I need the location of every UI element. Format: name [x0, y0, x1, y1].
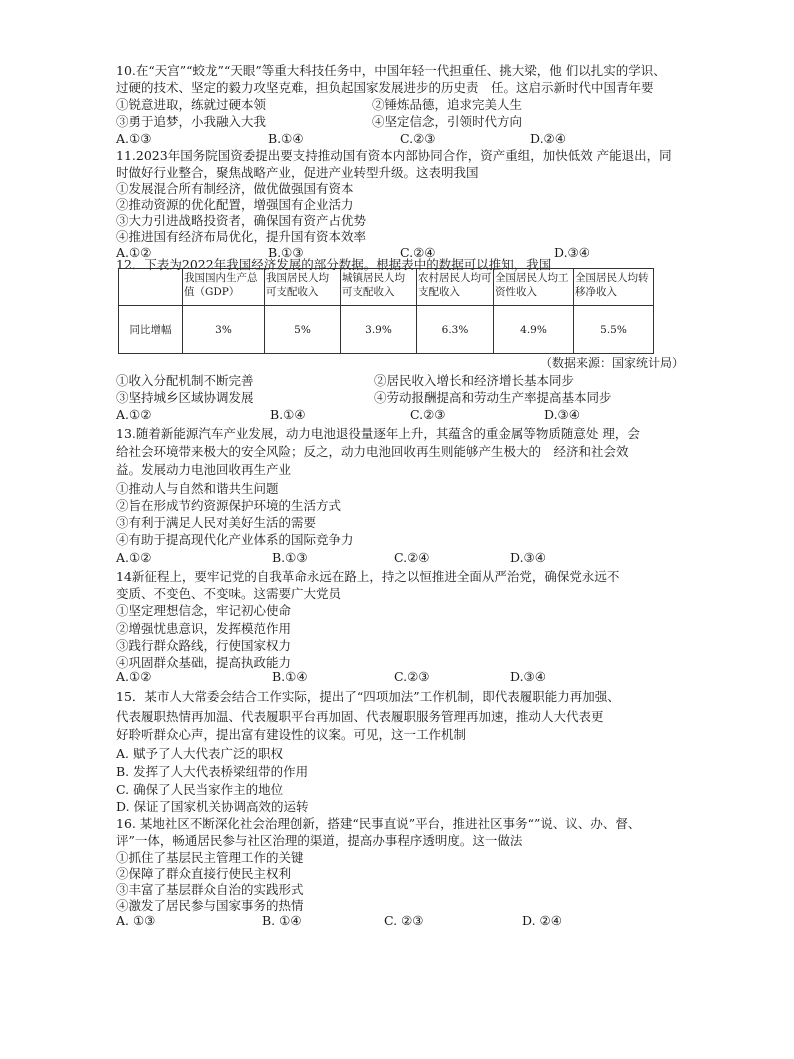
- q11-option-c: C.②④: [400, 245, 436, 260]
- q11-stem-line1: 11.2023年国务院国资委提出要支持推动国有资本内部协同合作，资产重组，加快低效 产能退出，同: [116, 148, 672, 163]
- q11-option-b: B.①③: [268, 245, 304, 260]
- q13-option-a: A.①②: [116, 550, 152, 565]
- q13-option-b: B.①③: [272, 550, 308, 565]
- table-header-row: [119, 269, 654, 306]
- q10-option-d: D.②④: [530, 131, 566, 146]
- table-cell: 3.9%: [341, 306, 417, 354]
- q11-option-d: D.③④: [554, 245, 590, 260]
- table-header-cell: 全国居民人均工资性收入: [494, 269, 574, 306]
- q10-statement-4: ④坚定信念，引领时代方向: [372, 114, 523, 129]
- q15-option-b: B. 发挥了人大代表桥梁纽带的作用: [116, 764, 309, 779]
- q14-option-a: A.①②: [116, 669, 152, 684]
- q14-statement-3: ③践行群众路线，行使国家权力: [116, 638, 292, 653]
- q10-option-a: A.①③: [116, 131, 152, 146]
- q15-stem-line1: 15．某市人大常委会结合工作实际，提出了“四项加法”工作机制，即代表履职能力再加强、: [116, 689, 620, 704]
- q16-stem-line2: 评”一体，畅通居民参与社区治理的渠道，提高办事程序透明度。这一做法: [116, 833, 523, 848]
- q13-option-c: C.②④: [394, 550, 430, 565]
- q10-stem-line1: 10.在“天宫”“蛟龙”“天眼”等重大科技任务中，中国年轻一代担重任、挑大梁，他 们以扎实的学识、: [116, 63, 666, 78]
- q10-statement-1: ①锐意进取，练就过硬本领: [116, 97, 267, 112]
- q12-data-table: [118, 268, 654, 354]
- q10-statement-3: ③勇于追梦，小我融入大我: [116, 114, 267, 129]
- q15-option-c: C. 确保了人民当家作主的地位: [116, 782, 284, 797]
- q12-statement-2: ②居民收入增长和经济增长基本同步: [374, 373, 575, 388]
- q14-statement-1: ①坚定理想信念，牢记初心使命: [116, 603, 292, 618]
- q16-option-a: A. ①③: [116, 913, 156, 928]
- q12-option-d: D.③④: [544, 407, 580, 422]
- table-row-label: 同比增幅: [119, 306, 183, 354]
- q12-statement-3: ③坚持城乡区域协调发展: [116, 390, 254, 405]
- q16-statement-1: ①抓住了基层民主管理工作的关键: [116, 850, 304, 865]
- q11-statement-2: ②推动资源的优化配置，增强国有企业活力: [116, 197, 354, 212]
- q14-stem-line1: 14新征程上，要牢记党的自我革命永远在路上，持之以恒推进全面从严治党，确保党永远不: [116, 569, 620, 584]
- q14-option-b: B.①④: [272, 669, 308, 684]
- q10-statement-2: ②锤炼品德，追求完美人生: [372, 97, 523, 112]
- q12-option-a: A.①②: [116, 407, 152, 422]
- q13-stem-line2: 给社会环境带来极大的安全风险；反之，动力电池回收再生则能够产生极大的 经济和社会效: [116, 444, 629, 459]
- q13-stem-line1: 13.随着新能源汽车产业发展，动力电池退役量逐年上升，其蕴含的重金属等物质随意处 理，会: [116, 426, 640, 441]
- q13-statement-4: ④有助于提高现代化产业体系的国际竞争力: [116, 532, 354, 547]
- table-header-cell: 全国居民人均转移净收入: [574, 269, 654, 306]
- q16-option-b: B. ①④: [262, 913, 302, 928]
- q11-statement-4: ④推进国有经济布局优化，提升国有资本效率: [116, 229, 367, 244]
- q16-option-c: C. ②③: [384, 913, 424, 928]
- q12-stem: 12．下表为2022年我国经济发展的部分数据。根据表中的数据可以推知，我国: [116, 257, 552, 272]
- q10-stem-line2: 过硬的技术、坚定的毅力攻坚克难，担负起国家发展进步的历史责 任。这启示新时代中国青年要: [116, 80, 654, 95]
- q15-stem-line2: 代表履职热情再加温、代表履职平台再加固、代表履职服务管理再加速，推动人大代表更: [116, 709, 604, 724]
- q15-option-a: A. 赋予了人大代表广泛的职权: [116, 746, 283, 761]
- q16-statement-2: ②保障了群众直接行使民主权利: [116, 866, 292, 881]
- q13-option-d: D.③④: [510, 550, 546, 565]
- q12-statement-1: ①收入分配机制不断完善: [116, 373, 254, 388]
- q11-statement-3: ③大力引进战略投资者，确保国有资产占优势: [116, 213, 367, 228]
- table-cell: 4.9%: [494, 306, 574, 354]
- table-cell: 6.3%: [417, 306, 494, 354]
- q16-stem-line1: 16. 某地社区不断深化社会治理创新，搭建“民事直说”平台，推进社区事务“”说、议、办、督、: [116, 816, 641, 831]
- q14-statement-4: ④巩固群众基础，提高执政能力: [116, 655, 292, 670]
- table-row: [119, 306, 654, 354]
- table-header-cell: 我国国内生产总值（GDP）: [183, 269, 265, 306]
- q15-option-d: D. 保证了国家机关协调高效的运转: [116, 799, 309, 814]
- table-cell: 5%: [265, 306, 341, 354]
- q14-option-d: D.③④: [510, 669, 546, 684]
- q10-option-c: C.②③: [400, 131, 436, 146]
- table-header-cell: 城镇居民人均可支配收入: [341, 269, 417, 306]
- table-cell: 3%: [183, 306, 265, 354]
- q13-statement-1: ①推动人与自然和谐共生问题: [116, 481, 279, 496]
- q12-data-source: （数据来源：国家统计局）: [540, 356, 685, 370]
- table-header-cell: 农村居民人均可支配收入: [417, 269, 494, 306]
- q13-stem-line3: 益。发展动力电池回收再生产业: [116, 462, 292, 477]
- q14-statement-2: ②增强忧患意识，发挥模范作用: [116, 621, 292, 636]
- q11-option-a: A.①②: [116, 245, 152, 260]
- table-cell: 5.5%: [574, 306, 654, 354]
- q13-statement-2: ②旨在形成节约资源保护环境的生活方式: [116, 498, 342, 513]
- q11-stem-line2: 时做好行业整合，聚焦战略产业，促进产业转型升级。这表明我国: [116, 165, 479, 180]
- q13-statement-3: ③有利于满足人民对美好生活的需要: [116, 515, 317, 530]
- q14-stem-line2: 变质、不变色、不变味。这需要广大党员: [116, 586, 342, 601]
- q16-statement-4: ④激发了居民参与国家事务的热情: [116, 898, 304, 913]
- q12-option-c: C.②③: [410, 407, 446, 422]
- q12-statement-4: ④劳动报酬提高和劳动生产率提高基本同步: [374, 390, 612, 405]
- q16-option-d: D. ②④: [522, 913, 562, 928]
- q16-statement-3: ③丰富了基层群众自治的实践形式: [116, 882, 304, 897]
- q12-option-b: B.①④: [270, 407, 306, 422]
- q10-option-b: B.①④: [268, 131, 304, 146]
- q14-option-c: C.②③: [394, 669, 430, 684]
- table-header-cell: 我国居民人均可支配收入: [265, 269, 341, 306]
- table-corner-cell: [119, 269, 183, 306]
- q15-stem-line3: 好聆听群众心声，提出富有建设性的议案。可见，这一工作机制: [116, 727, 467, 742]
- q11-statement-1: ①发展混合所有制经济，做优做强国有资本: [116, 181, 354, 196]
